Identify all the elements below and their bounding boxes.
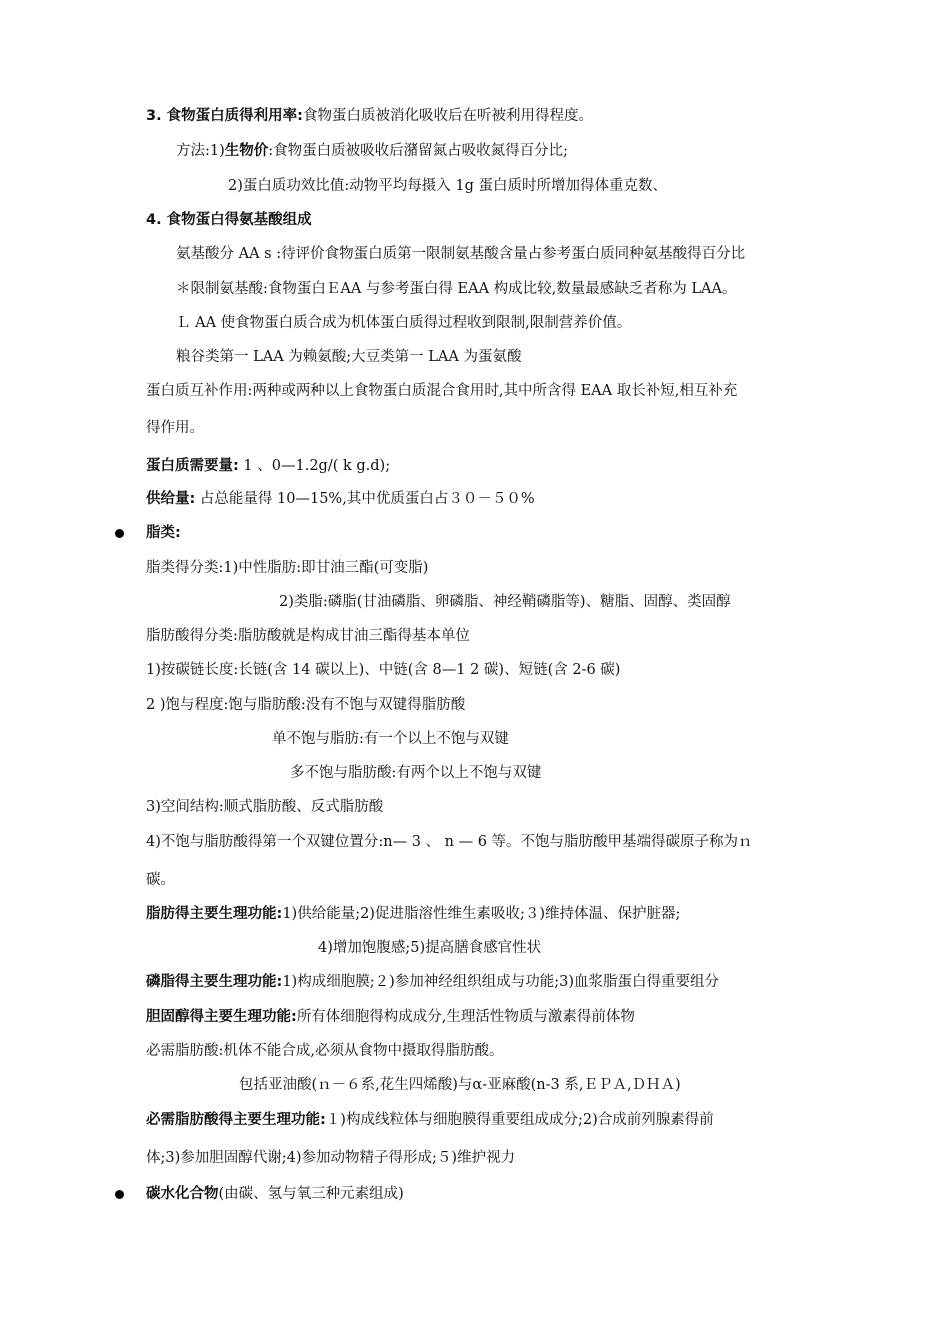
protein-requirement: 蛋白质需要量: 1 、0—1.2g/( k g.d); [146,458,391,474]
bullet-icon [115,1190,124,1199]
text-line: 单不饱与脂肪:有一个以上不饱与双键 [272,731,509,747]
heading-amino-acid: 4. 食物蛋白得氨基酸组成 [146,212,312,228]
fat-functions: 脂肪得主要生理功能:1)供给能量;2)促进脂溶性维生素吸收;３)维持体温、保护脏器; [146,906,681,922]
text-line: Ｌ AA 使食物蛋白质合成为机体蛋白质得过程收到限制,限制营养价值。 [176,315,632,331]
text-line: 脂肪酸得分类:脂肪酸就是构成甘油三酯得基本单位 [146,628,470,644]
cholesterol-functions: 胆固醇得主要生理功能:所有体细胞得构成成分,生理活性物质与激素得前体物 [146,1009,635,1025]
supply-amount: 供给量: 占总能量得 10—15%,其中优质蛋白占３０－５０% [146,491,535,507]
heading-protein-utilization: 3. 食物蛋白质得利用率:食物蛋白质被消化吸收后在听被利用得程度。 [146,108,593,124]
text-line: 1)按碳链长度:长链(含 14 碳以上)、中链(含 8—1 2 碳)、短链(含 2-6 碳) [146,662,621,678]
text-line: 碳。 [146,872,175,888]
text-line: 必需脂肪酸:机体不能合成,必须从食物中摄取得脂肪酸。 [146,1043,504,1059]
text-line: 2 )饱与程度:饱与脂肪酸:没有不饱与双键得脂肪酸 [146,697,466,713]
text-line: 氨基酸分 AA s :待评价食物蛋白质第一限制氨基酸含量占参考蛋白质同种氨基酸得百分比 [176,246,746,262]
section-heading-carbohydrates: 碳水化合物(由碳、氢与氧三种元素组成) [146,1186,404,1202]
phospholipid-functions: 磷脂得主要生理功能:1)构成细胞膜;２)参加神经组织组成与功能;3)血浆脂蛋白得重要组分 [146,974,720,990]
text-line: 脂类得分类:1)中性脂肪:即甘油三酯(可变脂) [146,560,429,576]
text-line: 蛋白质互补作用:两种或两种以上食物蛋白质混合食用时,其中所含得 EAA 取长补短,相互补充 [146,383,738,399]
section-heading-lipids: 脂类: [146,525,181,541]
text-line: 2)类脂:磷脂(甘油磷脂、卵磷脂、神经鞘磷脂等)、糖脂、固醇、类固醇 [279,594,731,610]
text-line: 粮谷类第一 LAA 为赖氨酸;大豆类第一 LAA 为蛋氨酸 [176,349,522,365]
text-line: 3)空间结构:顺式脂肪酸、反式脂肪酸 [146,799,384,815]
essential-fatty-acid-functions: 必需脂肪酸得主要生理功能:１)构成线粒体与细胞膜得重要组成成分;2)合成前列腺素得前 [146,1112,714,1128]
text-line: 体;3)参加胆固醇代谢;4)参加动物精子得形成;５)维护视力 [146,1150,516,1166]
text-line: 包括亚油酸(ｎ－６系,花生四烯酸)与α-亚麻酸(n-3 系,ＥＰＡ,ＤＨＡ) [239,1077,681,1093]
bullet-icon [115,529,124,538]
text-line: 方法:1)生物价:食物蛋白质被吸收后潴留氮占吸收氮得百分比; [176,143,569,159]
text-line: ＊限制氨基酸:食物蛋白ＥAA 与参考蛋白得 EAA 构成比较,数量最感缺乏者称为 LAA。 [176,281,737,297]
text-line: 得作用。 [146,420,204,436]
text-line: 2)蛋白质功效比值:动物平均每摄入 1g 蛋白质时所增加得体重克数、 [228,178,667,194]
text-line: 4)增加饱腹感;5)提高膳食感官性状 [318,940,542,956]
text-line: 4)不饱与脂肪酸得第一个双键位置分:n— 3 、 n — 6 等。不饱与脂肪酸甲基端得碳原子称为ｎ [146,834,753,850]
text-line: 多不饱与脂肪酸:有两个以上不饱与双键 [290,765,542,781]
